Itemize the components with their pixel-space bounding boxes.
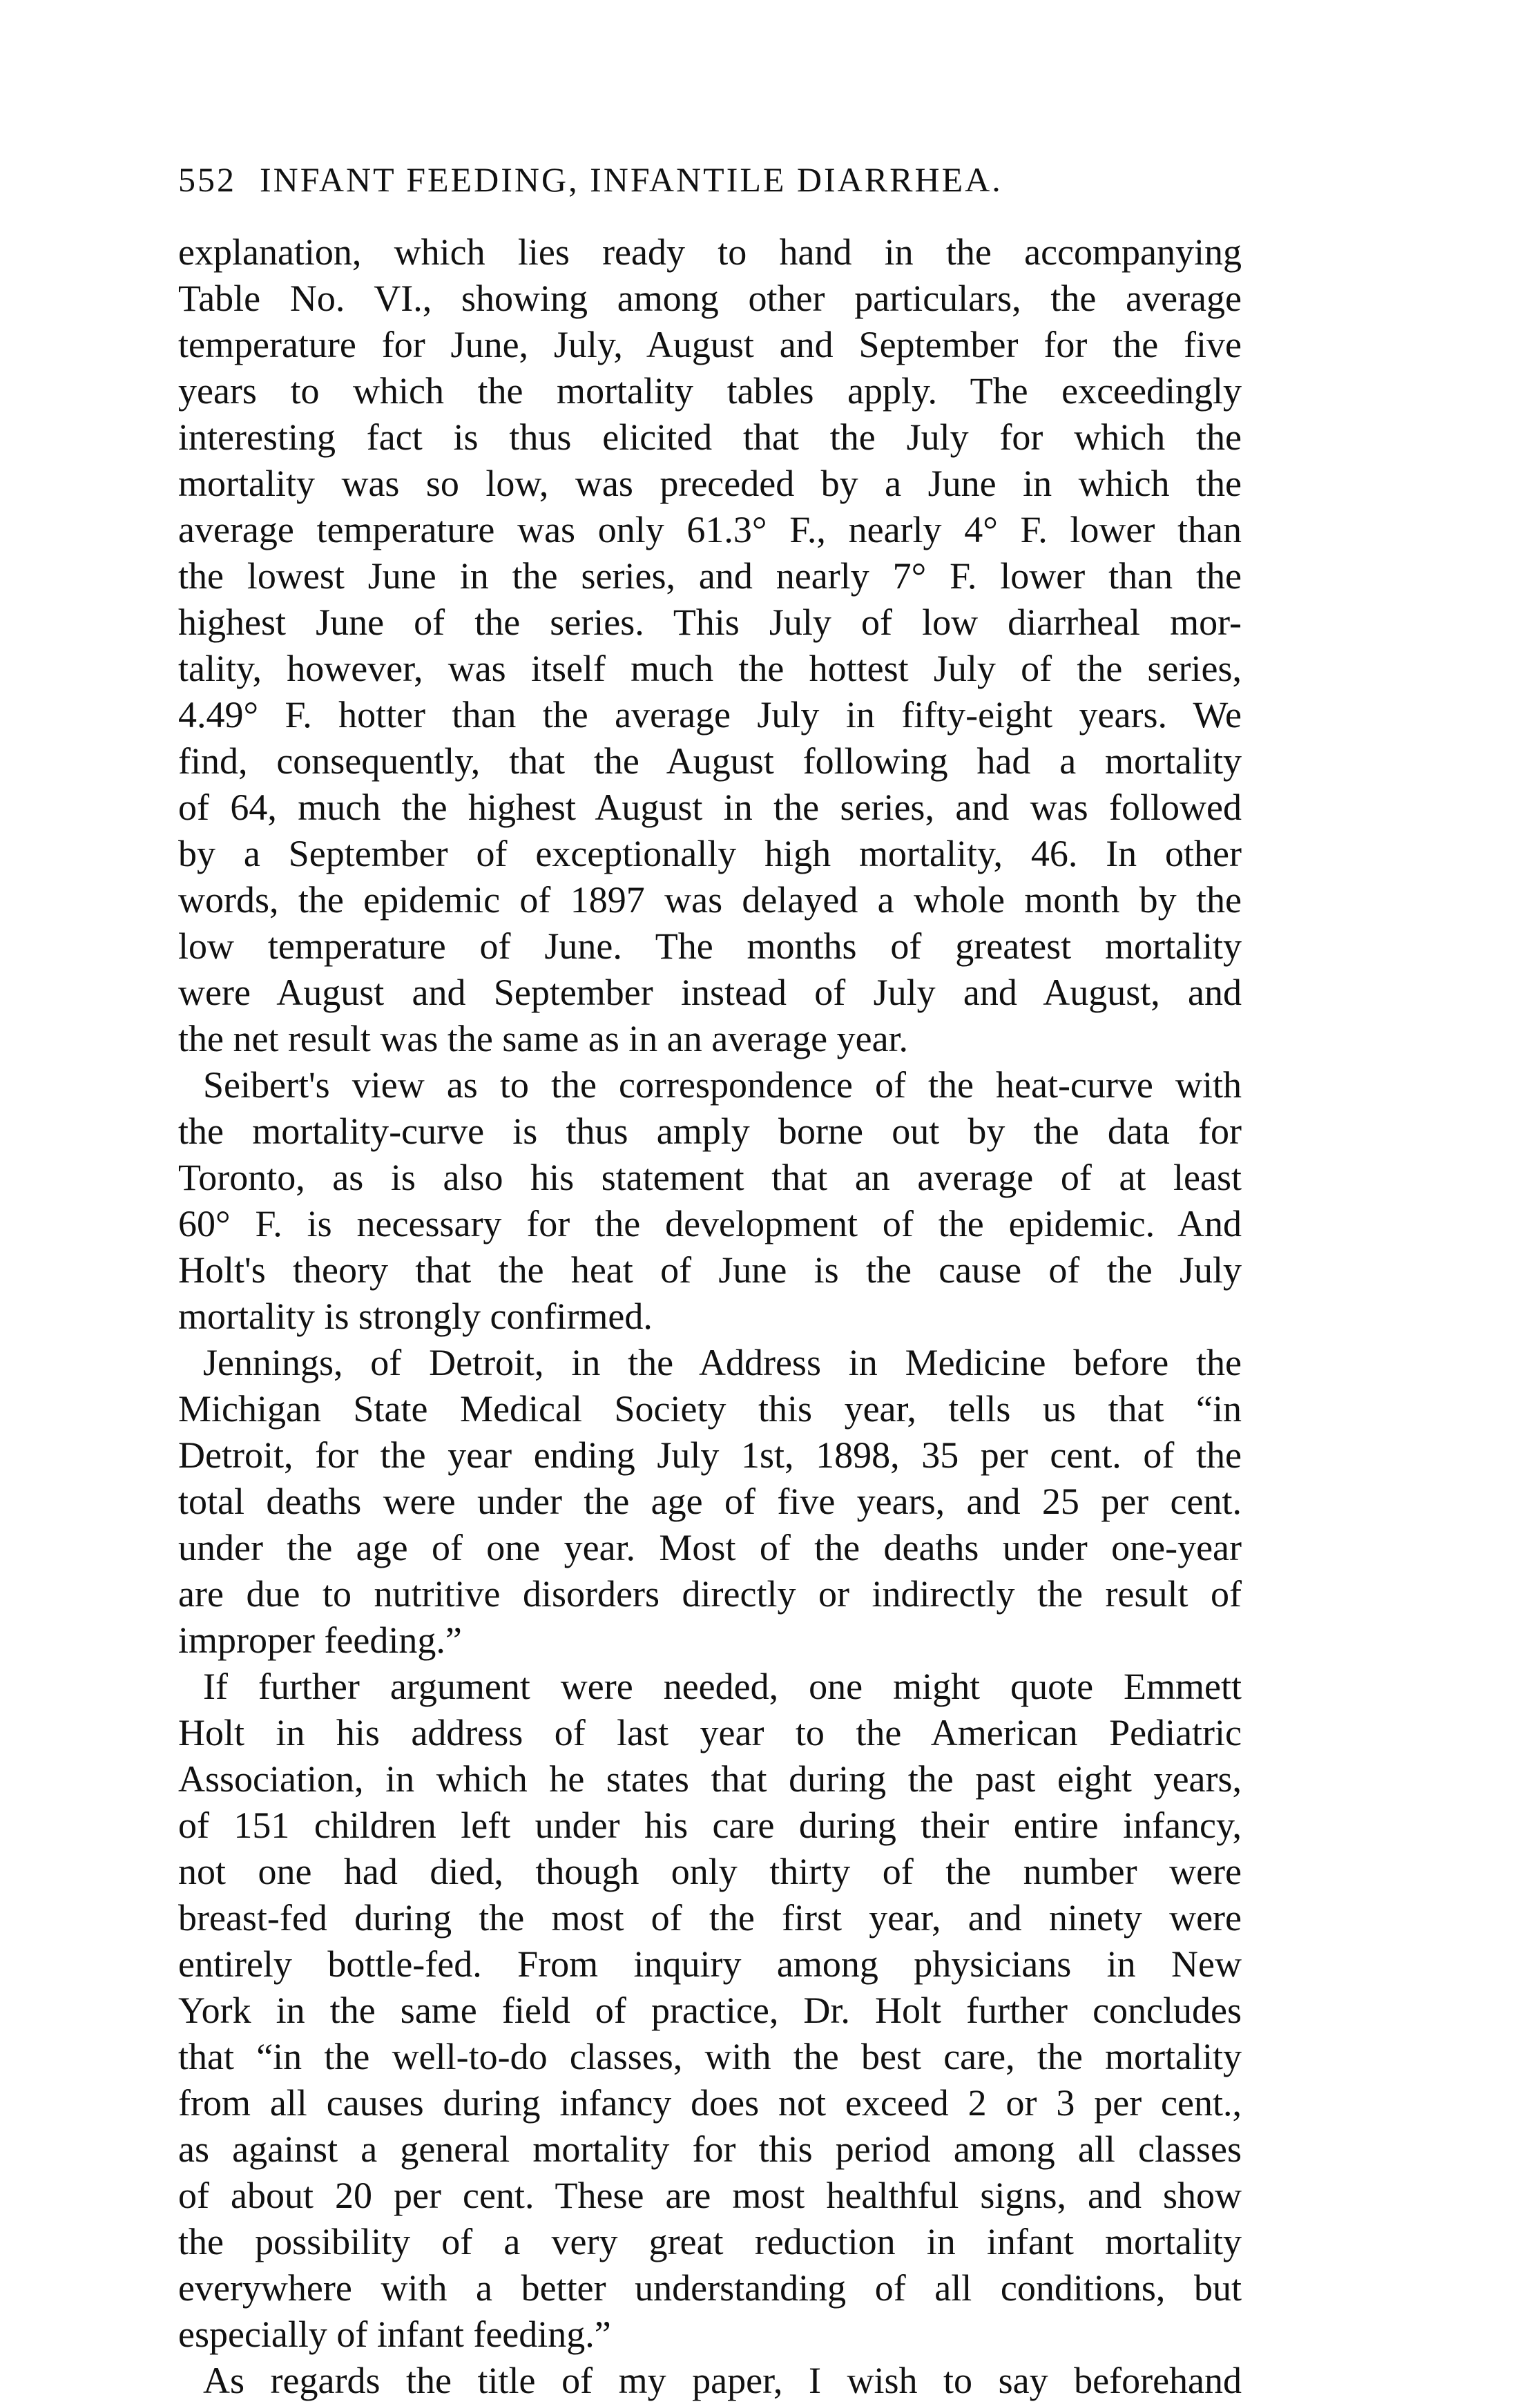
text-line: Table No. VI., showing among other particulars, the average bbox=[178, 278, 1242, 319]
text-line: Michigan State Medical Society this year, tells us that “in bbox=[178, 1388, 1242, 1430]
text-line: breast-fed during the most of the first year, and ninety were bbox=[178, 1897, 1242, 1939]
text-line: entirely bottle-fed. From inquiry among physicians in New bbox=[178, 1943, 1242, 1985]
text-line: Seibert's view as to the correspondence of the heat-curve with bbox=[203, 1064, 1242, 1106]
text-line: under the age of one year. Most of the deaths under one-year bbox=[178, 1527, 1242, 1568]
text-line: that “in the well-to-do classes, with the best care, the mortality bbox=[178, 2036, 1242, 2077]
text-line: everywhere with a better understanding of all conditions, but bbox=[178, 2267, 1242, 2309]
text-line: from all causes during infancy does not exceed 2 or 3 per cent., bbox=[178, 2082, 1242, 2124]
text-line: are due to nutritive disorders directly or indirectly the result of bbox=[178, 1573, 1242, 1615]
text-line: Association, in which he states that during the past eight years, bbox=[178, 1758, 1242, 1800]
text-line: by a September of exceptionally high mortality, 46. In other bbox=[178, 833, 1242, 874]
body-text bbox=[178, 229, 1242, 2404]
text-line: the lowest June in the series, and nearly 7° F. lower than the bbox=[178, 555, 1242, 597]
text-line: 4.49° F. hotter than the average July in fifty-eight years. We bbox=[178, 694, 1242, 735]
text-line: of about 20 per cent. These are most healthful signs, and show bbox=[178, 2175, 1242, 2216]
text-line: find, consequently, that the August following had a mortality bbox=[178, 740, 1242, 782]
text-line: the net result was the same as in an average year. bbox=[178, 1018, 909, 1059]
text-line: were August and September instead of July and August, and bbox=[178, 972, 1242, 1013]
text-line: words, the epidemic of 1897 was delayed a whole month by the bbox=[178, 879, 1242, 921]
text-line: especially of infant feeding.” bbox=[178, 2314, 611, 2355]
running-head-title: INFANT FEEDING, INFANTILE DIARRHEA. bbox=[260, 160, 1003, 199]
text-line: tality, however, was itself much the hottest July of the series, bbox=[178, 648, 1242, 689]
text-line: mortality is strongly confirmed. bbox=[178, 1296, 653, 1337]
page-number: 552 bbox=[178, 160, 236, 199]
text-line: As regards the title of my paper, I wish to say beforehand bbox=[203, 2360, 1242, 2401]
text-line: highest June of the series. This July of low diarrheal mor- bbox=[178, 602, 1242, 643]
text-line: York in the same field of practice, Dr. Holt further concludes bbox=[178, 1990, 1242, 2031]
text-line: Holt in his address of last year to the American Pediatric bbox=[178, 1712, 1242, 1753]
text-line: of 151 children left under his care during their entire infancy, bbox=[178, 1805, 1242, 1846]
text-line: total deaths were under the age of five years, and 25 per cent. bbox=[178, 1481, 1242, 1522]
text-line: low temperature of June. The months of greatest mortality bbox=[178, 925, 1242, 967]
text-line: 60° F. is necessary for the development of the epidemic. And bbox=[178, 1203, 1242, 1244]
text-line: improper feeding.” bbox=[178, 1619, 462, 1661]
text-line: of 64, much the highest August in the series, and was followed bbox=[178, 787, 1242, 828]
text-line: explanation, which lies ready to hand in the accompanying bbox=[178, 231, 1242, 273]
text-line: mortality was so low, was preceded by a June in which the bbox=[178, 463, 1242, 504]
text-line: interesting fact is thus elicited that the July for which the bbox=[178, 416, 1242, 458]
text-line: Detroit, for the year ending July 1st, 1898, 35 per cent. of the bbox=[178, 1434, 1242, 1476]
text-line: Jennings, of Detroit, in the Address in Medicine before the bbox=[203, 1342, 1242, 1383]
text-line: the mortality-curve is thus amply borne out by the data for bbox=[178, 1110, 1242, 1152]
text-line: average temperature was only 61.3° F., nearly 4° F. lower than bbox=[178, 509, 1242, 550]
text-line: as against a general mortality for this period among all classes bbox=[178, 2128, 1242, 2170]
text-line: If further argument were needed, one might quote Emmett bbox=[203, 1666, 1242, 1707]
text-line: Holt's theory that the heat of June is the cause of the July bbox=[178, 1249, 1242, 1291]
text-line: Toronto, as is also his statement that an average of at least bbox=[178, 1157, 1242, 1198]
text-line: years to which the mortality tables apply. The exceedingly bbox=[178, 370, 1242, 412]
text-line: not one had died, though only thirty of the number were bbox=[178, 1851, 1242, 1892]
running-head bbox=[178, 152, 1242, 207]
text-line: the possibility of a very great reduction in infant mortality bbox=[178, 2221, 1242, 2262]
text-line: temperature for June, July, August and September for the five bbox=[178, 324, 1242, 365]
